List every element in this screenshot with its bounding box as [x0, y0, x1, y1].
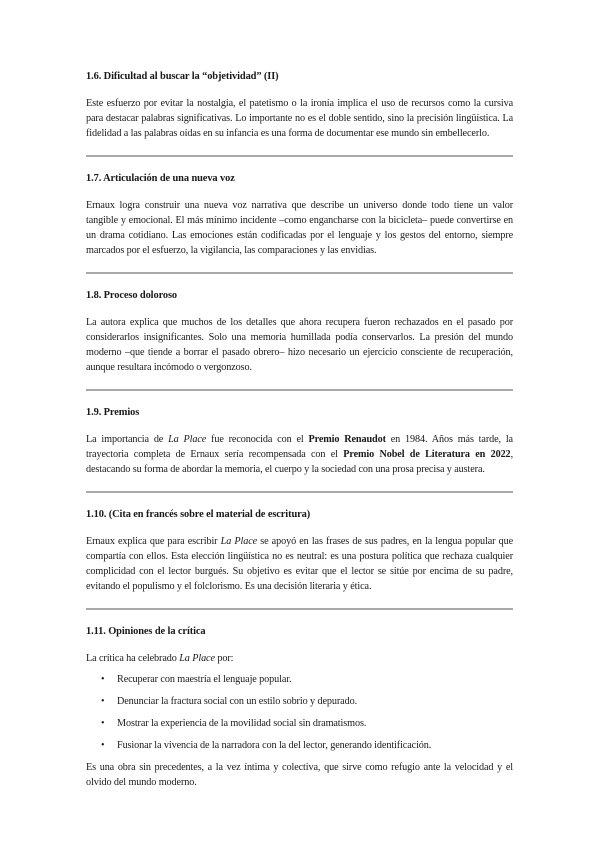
award-name: Premio Nobel de Literatura en 2022: [343, 449, 511, 460]
list-item: [86, 738, 513, 753]
section-paragraph: Ernaux logra construir una nueva voz narrativa que describe un universo donde todo tiene un valor tangible y emocional. El más mínimo incidente –como engancharse con la bicicleta– puede convertirse en un drama cotidiano. Las emociones están codificadas por el lenguaje y los gestos del entorno, siempre marcados por el esfuerzo, la vigilancia, las comparaciones y las envidias.: [86, 200, 513, 256]
section-closing: Es una obra sin precedentes, a la vez íntima y colectiva, que sirve como refugio ante la velocidad y el olvido del mundo moderno.: [86, 762, 513, 788]
section-paragraph: Este esfuerzo por evitar la nostalgia, el patetismo o la ironía implica el uso de recursos como la cursiva para destacar palabras significativas. Lo importante no es el doble sentido, sino la precisión lingüística. La fidelidad a las palabras oídas en su infancia es una forma de documentar ese mundo sin embellecerlo.: [86, 98, 513, 139]
section-1-11: [86, 625, 513, 790]
bullet-icon: •: [101, 674, 105, 685]
section-divider: [86, 608, 513, 610]
text-run: La crítica ha celebrado: [86, 653, 180, 664]
section-1-6: [86, 70, 513, 141]
section-heading: 1.11. Opiniones de la crítica: [86, 626, 206, 637]
list-item: [86, 694, 513, 709]
list-item-text: Mostrar la experiencia de la movilidad social sin dramatismos.: [117, 718, 367, 729]
text-run: fue reconocida con el: [206, 434, 309, 445]
bullet-icon: •: [101, 740, 105, 751]
list-item-text: Fusionar la vivencia de la narradora con la del lector, generando identificación.: [117, 740, 432, 751]
section-heading: 1.9. Premios: [86, 407, 140, 418]
section-divider: [86, 272, 513, 274]
section-paragraph: [86, 534, 513, 594]
list-item-text: Recuperar con maestría el lenguaje popular.: [117, 674, 292, 685]
book-title: La Place: [220, 536, 258, 547]
section-intro: [86, 651, 513, 666]
section-1-7: [86, 172, 513, 258]
list-item: [86, 672, 513, 687]
section-1-8: [86, 289, 513, 375]
text-run: por:: [214, 653, 234, 664]
book-title: La Place: [179, 653, 215, 664]
list-item: [86, 716, 513, 731]
text-run: se apoyó en las frases de sus padres, en la lengua popular que compartía con ellos. Esta elección lingüística no es neutral: es una postura política que rechaza cualquier complicidad con el lector burgués. Su objetivo es evitar que el lector se sitúe por encima de su padre, evitando el populismo y el folclorismo. Es una decisión literaria y ética.: [86, 536, 513, 592]
text-run: Ernaux explica que para escribir: [86, 536, 221, 547]
list-item-text: Denunciar la fractura social con un estilo sobrio y depurado.: [117, 696, 358, 707]
section-paragraph: La autora explica que muchos de los detalles que ahora recupera fueron rechazados en el pasado por considerarlos insignificantes. Solo una memoria humillada podía conservarlos. La presión del mundo moderno –que tiende a borrar el pasado obrero– hizo necesario un ejercicio consciente de recuperación, aunque resultara incómodo o vergonzoso.: [86, 317, 513, 373]
section-divider: [86, 155, 513, 157]
section-1-10: [86, 508, 513, 594]
section-heading: 1.7. Articulación de una nueva voz: [86, 173, 235, 184]
section-paragraph: [86, 432, 513, 477]
section-heading: 1.10. (Cita en francés sobre el material de escritura): [86, 509, 311, 520]
section-1-9: [86, 406, 513, 477]
bullet-icon: •: [101, 718, 105, 729]
section-heading: 1.6. Dificultad al buscar la “objetividad” (II): [86, 71, 279, 82]
book-title: La Place: [168, 434, 207, 445]
section-divider: [86, 389, 513, 391]
text-run: en 1984. Años más tarde, la trayectoria completa de Ernaux sería recompensada con el: [86, 434, 513, 460]
text-run: , destacando su forma de abordar la memoria, el cuerpo y la sociedad con una prosa precisa y austera.: [86, 449, 514, 475]
bullet-icon: •: [101, 696, 105, 707]
section-heading: 1.8. Proceso doloroso: [86, 290, 178, 301]
award-name: Premio Renaudot: [308, 434, 386, 445]
criticism-list: [86, 672, 513, 753]
text-run: La importancia de: [86, 434, 169, 445]
section-divider: [86, 491, 513, 493]
